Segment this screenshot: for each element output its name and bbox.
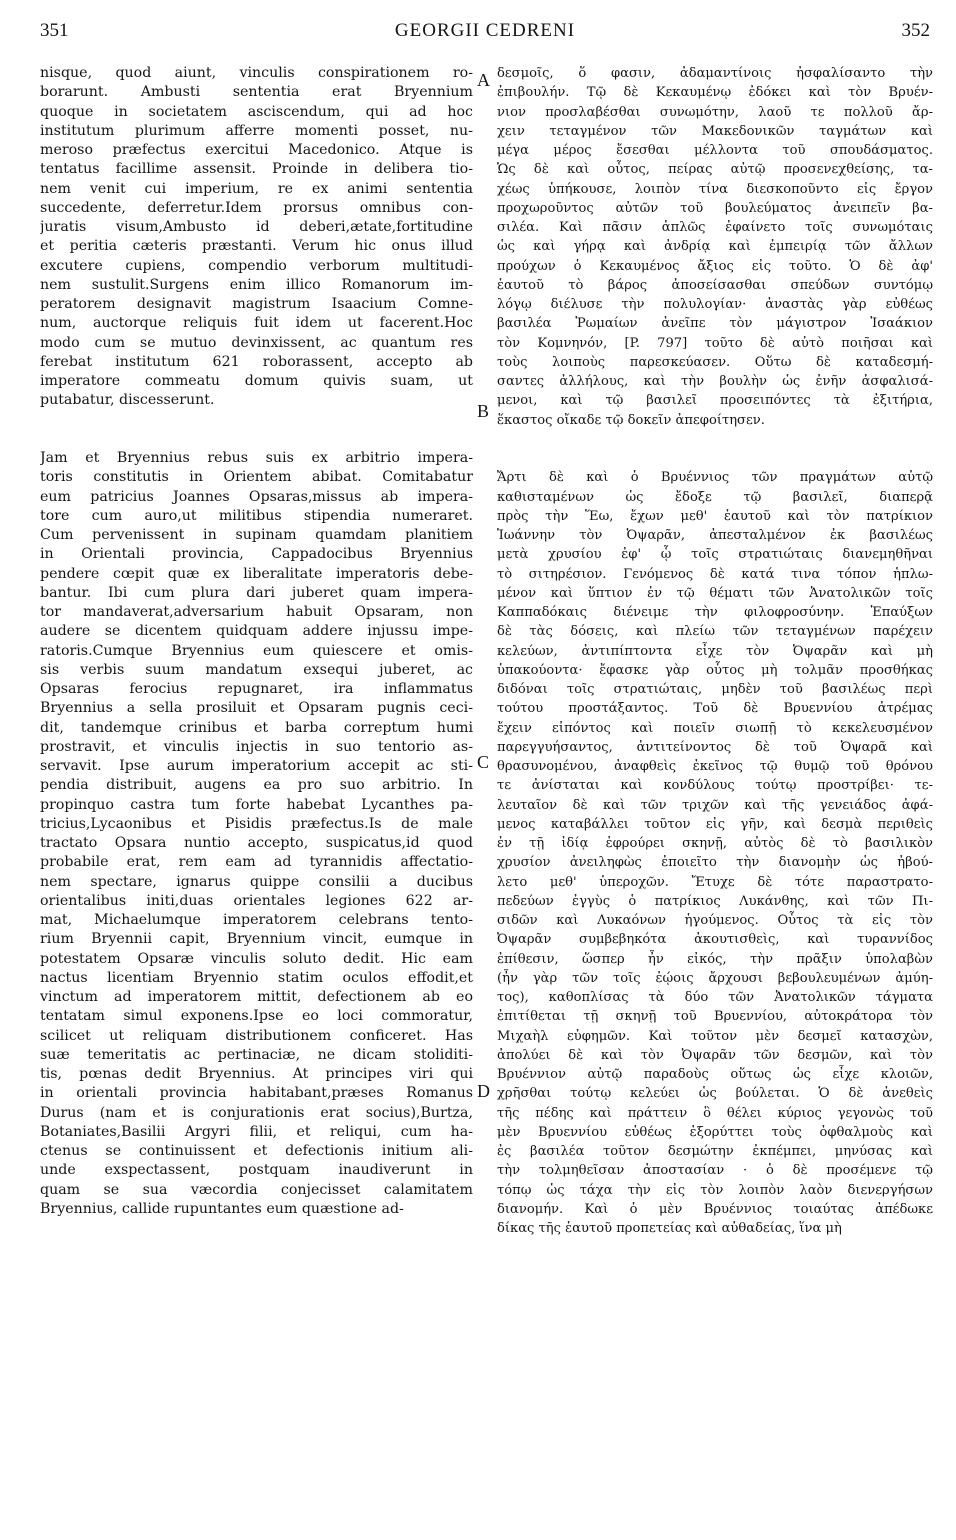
text-line: καθισταμένων ὡς ἔδοξε τῷ βασιλεῖ, διαπερᾷ [497, 489, 933, 505]
text-line: nem venit cui imperium, re ex animi sententia [40, 180, 473, 197]
text-line: Βρυέννιον αὐτῷ παραδοὺς οὕτως ὡς εἶχε κλοιῶν, [497, 1067, 933, 1082]
text-line: Μιχαὴλ εὐφημῶν. Καὶ τοῦτον μὲν δεσμεῖ κατασχὼν, [497, 1028, 933, 1044]
text-line: bantur. Ibi cum plura dari juberet quam impera- [40, 584, 473, 601]
text-line: προχωροῦντος αὐτῶν τοῦ βουλεύματος ἀνειπεῖν βα- [497, 200, 933, 216]
text-line: χρυσίον ἀνειληφὼς ἐποιεῖτο τὴν διανομὴν ὡς ἠβού- [497, 855, 933, 871]
text-line: tis, pœnas dedit Bryennius. At principes viri qui [40, 1066, 473, 1082]
text-line: orientalibus initi,duas orientales legiones 622 ar- [40, 892, 473, 909]
text-line: rium Bryennii capit, Bryennium vincit, eumque in [40, 931, 473, 948]
text-line: num, auctorque reliquis fuit idem ut facerent.Hoc [40, 315, 473, 332]
text-line: ἐπιβουλήν. Τῷ δὲ Κεκαυμένῳ ἐδόκει καὶ τὸν Βρυέν- [497, 85, 933, 101]
text-line: audere se dicentem quidquam addere injussu impe- [40, 623, 473, 640]
text-line: nem sustulit.Surgens enim illico Romanorum im- [40, 276, 473, 293]
text-line: Opsaras ferocius repugnaret, ira inflammatus [40, 681, 473, 697]
text-line: ἐς βασιλέα τοῦτον δεσμώτην ἐκπέμπει, μηνύσας καὶ [497, 1144, 933, 1159]
text-line: λευταῖον δὲ καὶ τῶν τριχῶν καὶ τῆς γενειάδος ἀφά- [497, 797, 933, 813]
text-line: ἕκαστος οἴκαδε τῷ δοκεῖν ἀπεφοίτησεν. [497, 412, 765, 428]
text-line: λετο μεθ' ὑπεροχῶν. Ἔτυχε δὲ τότε παραστρατο- [497, 874, 933, 890]
text-line: διανομήν. Καὶ ὁ μὲν Βρυέννιος τοιαύτας ἀπέδωκε [497, 1201, 933, 1217]
text-line: Καππαδόκαις διένειμε τὴν φιλοφροσύνην. Ἐπαύξων [497, 605, 933, 620]
text-line: διδόναι τοῖς στρατιώταις, μηδὲν τοῦ βασιλέως περὶ [497, 682, 933, 697]
text-line: ὡς καὶ γήρᾳ καὶ ἀνδρίᾳ καὶ ἐμπειρίᾳ τῶν ἄλλων [497, 239, 933, 255]
text-line: Ἰωάννην τὸν Ὀψαρᾶν, ἀπεσταλμένον ἐκ βασιλέως [497, 528, 933, 543]
text-line: institutum plurimum afferre momenti posset, nu- [40, 122, 473, 139]
text-line: nactus licentiam Bryennio statim oculos effodit,et [40, 969, 473, 986]
text-line: tricius,Lycaonibus et Pisidis præfectus.Is de male [40, 815, 473, 832]
text-line: μέγα μέρος ἔσεσθαι μέλλοντα τοῦ σπουδάσματος. [497, 143, 933, 158]
text-line: tor mandaverat,adversarium habuit Opsaram, non [40, 604, 473, 620]
text-line: tractato Opsara nuntio accepto, suspicatus,id quod [40, 835, 473, 851]
text-line: δὲ τὰς δόσεις, καὶ πλείω τῶν τεταγμένων παρέχειν [497, 624, 933, 640]
text-line: borarunt. Ambusti sententia erat Bryennium [40, 84, 473, 101]
text-line: eum patricius Joannes Opsaras,missus ab impera- [40, 488, 473, 505]
text-line: excutere cupiens, compendio verborum multitudi- [40, 257, 473, 274]
text-line: μετὰ χρυσίου ἐφ' ᾧ τοῖς στρατιώταις διανεμηθῆναι [497, 547, 933, 563]
text-line: Ἄρτι δὲ καὶ ὁ Βρυέννιος τῶν πραγμάτων αὐτῷ [497, 470, 933, 486]
text-line: scilicet ut reliquam distributionem conficeret. Has [40, 1027, 473, 1044]
text-line: προύχων ὁ Κεκαυμένος ἄξιος εἰς τοῦτο. Ὁ δὲ ἀφ' [497, 258, 933, 274]
margin-letter-a: A [477, 70, 490, 90]
text-line: mat, Michaelumque imperatorem celebrans tento- [40, 912, 473, 928]
text-line: tore cum auro,ut militibus stipendia numeraret. [40, 507, 473, 524]
text-line: χρῆσθαι τούτῳ κελεύει ὡς βούλεται. Ὁ δὲ ἀνεθεὶς [497, 1086, 933, 1102]
text-line: et peritia cæteris præstanti. Verum hic onus illud [40, 238, 473, 255]
text-line: δίκας τῆς ἑαυτοῦ προπετείας καὶ αὐθαδείας, ἵνα μὴ [497, 1221, 842, 1236]
margin-letter-c: C [477, 752, 490, 772]
text-line: παρεγγυήσαντος, ἀντιτείνοντος δὲ τοῦ Ὀψαρᾶ καὶ [497, 739, 933, 755]
text-line: μενοι, καὶ τῷ βασιλεῖ προσειπόντες τὰ ἐξιτήρια, [497, 393, 933, 409]
page-number-left: 351 [40, 20, 69, 41]
text-line: Bryennius a sella prosiluit et Opsaram pugnis ceci- [40, 700, 473, 717]
text-line: σιδῶν καὶ Λυκαόνων ἡγούμενος. Οὗτος τὰ εἰς τὸν [497, 913, 933, 928]
text-line: τούτου προστάξαντος. Τοῦ δὲ Βρυεννίου ἀτρέμας [497, 701, 933, 717]
text-line: ἐπιτίθεται τῇ σκηνῇ τοῦ Βρυεννίου, αὐτοκράτορα τὸν [497, 1009, 933, 1025]
text-line: μὲν Βρυεννίου εὐθέως ἐξορύττει τοὺς ὀφθαλμοὺς καὶ [497, 1124, 933, 1140]
text-line: ἀπολύει δὲ καὶ τὸν Ὀψαρᾶν τῶν δεσμῶν, καὶ τὸν [497, 1047, 933, 1063]
text-line: quoque in societatem asciscendum, qui ad hoc [40, 103, 473, 120]
text-line: θρασυνομένου, ἀναφθεὶς ἐκεῖνος τῷ θυμῷ τοῦ θρόνου [497, 759, 933, 774]
latin-column [40, 64, 473, 1219]
text-line: τος), καθοπλίσας τὰ δύο τῶν Ἀνατολικῶν τάγματα [497, 990, 933, 1005]
text-line: ratoris.Cumque Bryennius eum quiescere et omis- [40, 642, 473, 659]
text-line: τῆς πέδης καὶ πράττειν ὃ θέλει κύριος γεγονὼς τοῦ [497, 1105, 933, 1121]
text-line: potestatem Opsaræ vinculis soluto dedit. Hic eam [40, 950, 473, 967]
text-line: ferebat institutum 621 roborassent, accepto ab [40, 353, 473, 370]
running-title: GEORGII CEDRENI [394, 20, 576, 41]
text-line: τὸν Κομνηνόν, [P. 797] τοῦτο δὲ αὐτὸ ποιῆσαι καὶ [497, 335, 933, 351]
text-line: meroso præfectus exercitui Macedonico. Atque is [40, 142, 473, 158]
text-line: τὸ σιτηρέσιον. Γενόμενος δὲ κατά τινα τόπον ἡπλω- [497, 566, 933, 582]
text-line: μενος καταβάλλει τοῦτον εἰς γῆν, καὶ δεσμὰ περιθεὶς [497, 816, 933, 832]
text-line: ἑαυτοῦ τὸ βάρος ἀποσείσασθαι σπεύδων συντόμῳ [497, 277, 933, 293]
text-line: prostravit, et vinculis injectis in suo tentorio as- [40, 738, 473, 755]
text-line: νιον προσλαβέσθαι συνωμότην, λαοῦ τε πολλοῦ ἄρ- [497, 104, 933, 120]
text-line: (ἦν γὰρ τῶν τοῖς ἐῴοις ἄρχουσι βεβουλευμένων ἀμύη- [497, 970, 933, 986]
text-line: nisque, quod aiunt, vinculis conspirationem ro- [40, 65, 473, 81]
text-line: in orientali provincia habitabant,præses Romanus [40, 1085, 473, 1102]
text-line: ἔχειν εἰπόντος καὶ ποιεῖν σιωπῇ τὸ κεκελευσμένον [497, 720, 933, 736]
text-line: tentatam simul exponens.Ipse eo loci commoratur, [40, 1008, 473, 1025]
text-line: Botaniates,Basilii Argyri filii, et reliqui, cum ha- [40, 1123, 473, 1140]
paragraph-gap [40, 411, 473, 450]
text-line: juratis visum,Ambusto id deberi,ætate,fortitudine [40, 219, 473, 235]
text-line: βασιλέα Ῥωμαίων ἀνεῖπε τὸν μάγιστρον Ἰσαάκιον [497, 316, 933, 332]
text-line: Ὀψαρᾶν συμβεβηκότα ἀκουτισθεὶς, καὶ τυραννίδος [497, 932, 933, 948]
text-line: λόγῳ διέλυσε τὴν πολυλογίαν· ἀναστὰς γὰρ εὐθέως [497, 297, 933, 312]
text-line: sis verbis suum mandatum exsequi juberet, ac [40, 661, 473, 678]
running-header [40, 8, 930, 48]
text-line: Jam et Bryennius rebus suis ex arbitrio impera- [40, 450, 473, 466]
text-line: pendia distribuit, augens ea pro suo arbitrio. In [40, 777, 473, 794]
text-line: toris constitutis in Orientem abibat. Comitabatur [40, 469, 473, 486]
text-line: Bryennius, callide rupuntantes eum quæstione ad- [40, 1200, 404, 1217]
text-line: τόπῳ ὡς τάχα τὴν εἰς τὸν λοιπὸν λαὸν διενεργήσων [497, 1182, 933, 1198]
text-line: propinquo castra tum forte habebat Lycanthes pa- [40, 796, 473, 813]
text-line: modo cum se mutuo devinxissent, ac quantum res [40, 334, 473, 351]
text-line: τε ἀνίσταται καὶ κονδύλους τούτῳ προστρίβει· τε- [497, 778, 933, 794]
text-line: χειν τεταγμένον τῶν Μακεδονικῶν ταγμάτων καὶ [497, 123, 933, 139]
text-line: pendere cœpit quæ ex liberalitate imperatoris debe- [40, 565, 473, 582]
text-line: μένον καὶ ὕπτιον ἐν τῷ θέματι τῶν Ἀνατολικῶν τοῖς [497, 585, 933, 601]
text-line: succedente, deferretur.Idem prorsus omnibus con- [40, 199, 473, 216]
text-line: unde exspectassent, postquam inaudiverunt in [40, 1162, 473, 1179]
text-line: σαντες ἀλλήλους, καὶ τὴν βουλὴν ὡς ἐνῆν ἀσφαλισά- [497, 374, 933, 389]
text-line: ὑπακούοντα· ἔφασκε γὰρ οὗτος μὴ τολμᾶν προσθήκας [497, 662, 933, 678]
text-line: nem spectare, ignarus quippe consilii a ducibus [40, 873, 473, 890]
margin-letter-d: D [477, 1081, 490, 1101]
text-line: putabatur, discesserunt. [40, 392, 215, 409]
text-line: πεδεύων ἐγγὺς ὁ πατρίκιος Λυκάνθης, καὶ τῶν Πι- [497, 893, 933, 909]
text-line: Cum pervenissent in supinam quamdam planitiem [40, 527, 473, 543]
text-line: σιλέα. Καὶ πᾶσιν ἁπλῶς ἐφαίνετο τοῖς συνωμόταις [497, 220, 933, 235]
text-line: vinctum ad imperatorem mittit, defectionem ab eo [40, 989, 473, 1005]
text-line: peratorem designavit magistrum Isaacium Comne- [40, 296, 473, 312]
text-line: in Orientali provincia, Cappadocibus Bryennius [40, 546, 473, 563]
text-line: τὴν τολμηθεῖσαν ἀποστασίαν · ὁ δὲ προσέμενε τῷ [497, 1163, 933, 1179]
text-line: δεσμοῖς, ὅ φασιν, ἀδαμαντίνοις ἠσφαλίσαντο τὴν [497, 66, 933, 81]
text-line: suæ temeritatis ac pertinaciæ, ne dicam stoliditi- [40, 1046, 473, 1063]
text-line: quam se sua væcordia conjecisset calamitatem [40, 1181, 473, 1198]
text-line: ἐν τῇ ἰδίᾳ ἐφρούρει σκηνῇ, αὐτὸς δὲ τὸ βασιλικὸν [497, 836, 933, 851]
margin-letter-b: B [477, 401, 490, 421]
text-line: dit, tandemque crinibus et barba correptum humi [40, 719, 473, 736]
text-line: probabile erat, rem eam ad tyrannidis affectatio- [40, 854, 473, 871]
text-line: tentatus facillime assensit. Proinde in delibera tio- [40, 161, 473, 178]
text-line: imperatore commeatu domum quivis suam, ut [40, 373, 473, 389]
text-line: Durus (nam et is conjurationis erat socius),Burtza, [40, 1104, 473, 1121]
text-line: χέως ὑπήκουσε, λοιπὸν τίνα διεσκοποῦντο εἰς ἔργον [497, 181, 933, 197]
text-line: ctenus se continuissent et defectionis initium ali- [40, 1143, 473, 1159]
greek-column [497, 64, 933, 1238]
text-line: ἐπίθεσιν, ὥσπερ ἦν εἰκός, τὴν πρᾶξιν ὑπολαβὼν [497, 951, 933, 967]
paragraph-gap [497, 430, 933, 469]
text-line: Ὡς δὲ καὶ οὗτος, πείρας αὐτῷ προσενεχθείσης, τα- [497, 162, 933, 178]
text-line: τοὺς λοιποὺς παρεσκεύασεν. Οὕτω δὲ καταδεσμή- [497, 354, 933, 370]
page-number-right: 352 [901, 20, 930, 41]
text-line: servavit. Ipse aurum imperatorium accepit ac sti- [40, 758, 473, 774]
text-line: κελεύων, ἀντιπίπτοντα εἶχε τὸν Ὀψαρᾶν καὶ μὴ [497, 643, 933, 659]
text-line: πρὸς τὴν Ἕω, ἔχων μεθ' ἑαυτοῦ καὶ τὸν πατρίκιον [497, 508, 933, 524]
